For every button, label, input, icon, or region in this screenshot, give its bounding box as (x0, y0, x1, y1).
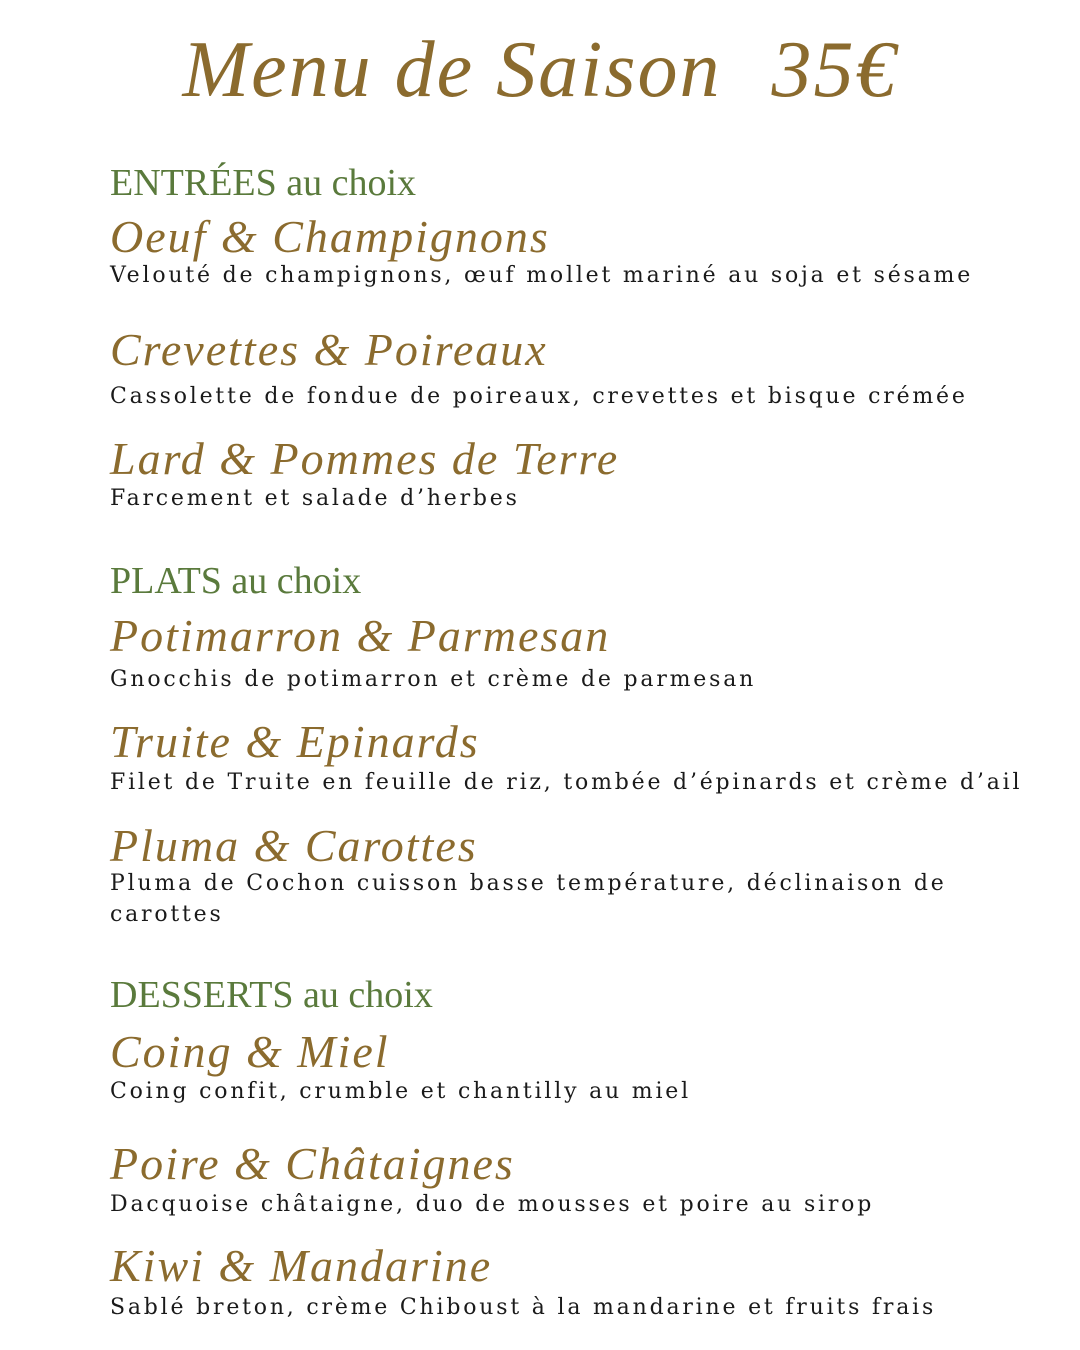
dish-name-lard-pommes-de-terre: Lard & Pommes de Terre (110, 433, 620, 484)
menu-title-name: Menu de Saison (182, 26, 722, 114)
dish-description-oeuf-champignons: Velouté de champignons, œuf mollet mariné au soja et sésame (110, 263, 974, 288)
dish-description-kiwi-mandarine: Sablé breton, crème Chiboust à la mandarine et fruits frais (110, 1295, 937, 1320)
section-heading-plats: PLATS au choix (110, 560, 362, 602)
dish-description-lard-pommes-de-terre: Farcement et salade d’herbes (110, 486, 520, 511)
dish-name-potimarron-parmesan: Potimarron & Parmesan (110, 610, 611, 661)
dish-name-crevettes-poireaux: Crevettes & Poireaux (110, 324, 548, 375)
menu-title (0, 20, 1080, 120)
dish-name-truite-epinards: Truite & Epinards (110, 716, 480, 767)
menu-title-price: 35€ (771, 26, 898, 114)
dish-description-pluma-carottes: Pluma de Cochon cuisson basse température, déclinaison de carottes (110, 871, 947, 927)
dish-description-truite-epinards: Filet de Truite en feuille de riz, tombée d’épinards et crème d’ail (110, 770, 1023, 795)
dish-name-pluma-carottes: Pluma & Carottes (110, 820, 478, 871)
dish-description-potimarron-parmesan: Gnocchis de potimarron et crème de parmesan (110, 667, 757, 692)
dish-name-poire-chataignes: Poire & Châtaignes (110, 1138, 515, 1189)
dish-description-poire-chataignes: Dacquoise châtaigne, duo de mousses et poire au sirop (110, 1192, 875, 1217)
dish-name-kiwi-mandarine: Kiwi & Mandarine (110, 1240, 493, 1291)
section-heading-entrees: ENTRÉES au choix (110, 162, 417, 204)
dish-description-coing-miel: Coing confit, crumble et chantilly au miel (110, 1079, 691, 1104)
dish-name-coing-miel: Coing & Miel (110, 1026, 390, 1077)
dish-description-crevettes-poireaux: Cassolette de fondue de poireaux, crevettes et bisque crémée (110, 384, 968, 409)
section-heading-desserts: DESSERTS au choix (110, 974, 433, 1016)
dish-name-oeuf-champignons: Oeuf & Champignons (110, 211, 550, 262)
